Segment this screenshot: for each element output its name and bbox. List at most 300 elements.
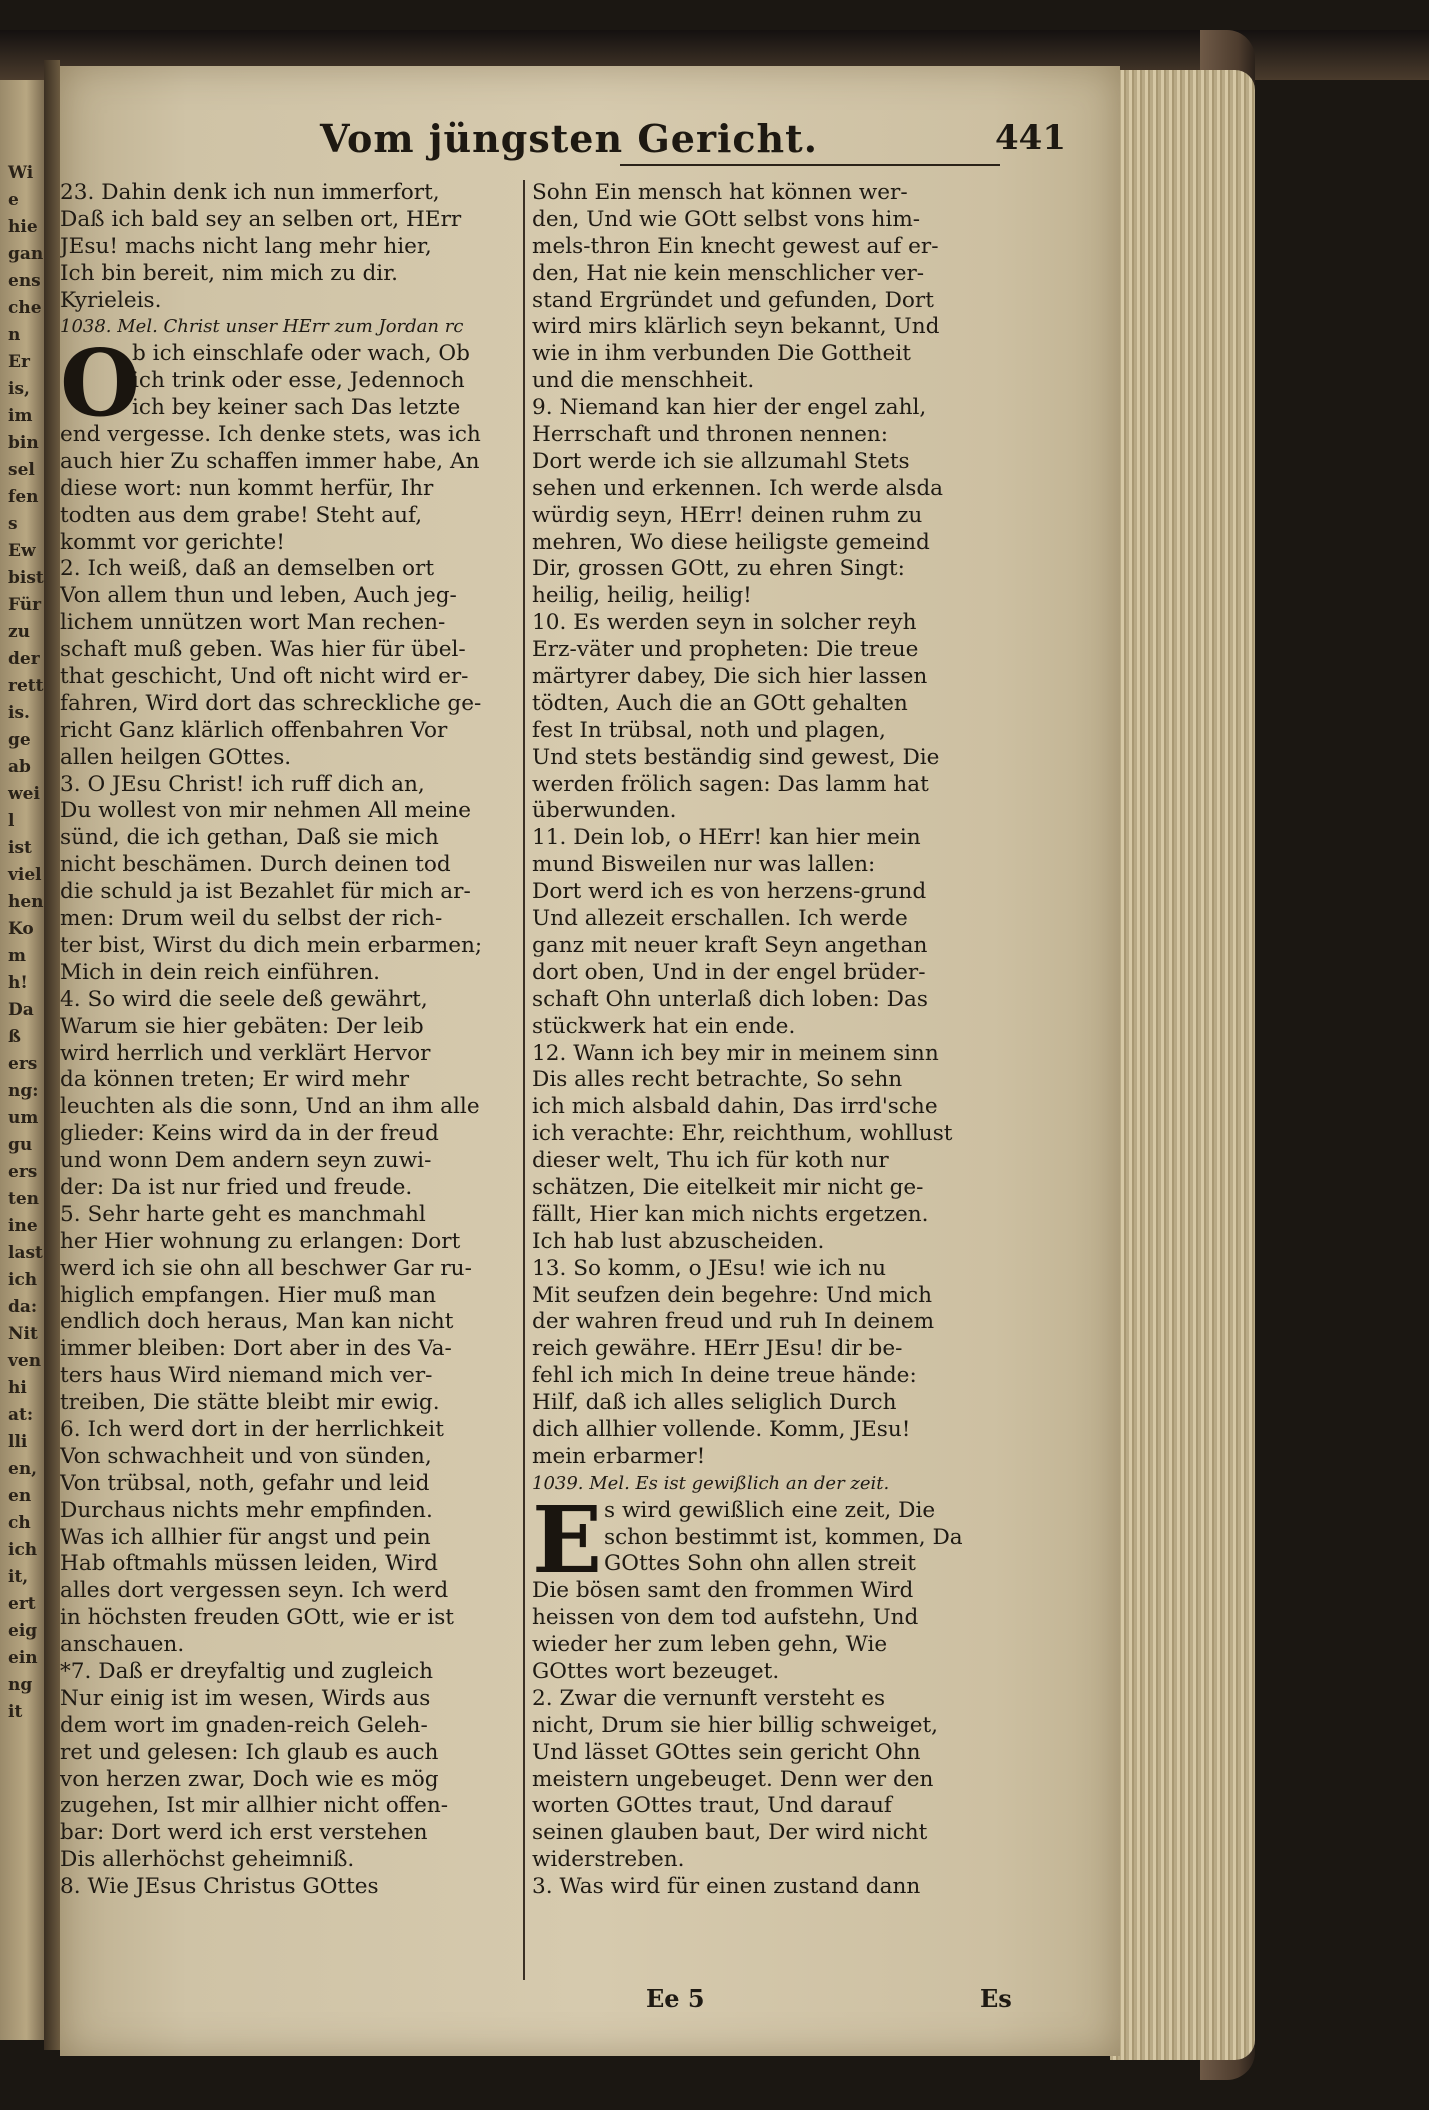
text-line xyxy=(60,1874,540,1901)
text-line xyxy=(60,1525,540,1552)
text-line xyxy=(532,368,1012,395)
text-line xyxy=(532,395,1012,422)
book-page xyxy=(60,66,1120,2056)
page-header xyxy=(60,116,1100,176)
left-page-fragment: ch xyxy=(8,1513,31,1533)
line-text: Von allem thun und leben, Auch jeg- xyxy=(60,583,457,609)
text-line xyxy=(532,852,1012,879)
text-line xyxy=(532,960,1012,987)
line-text: der: Da ist nur fried und freude. xyxy=(60,1174,413,1200)
line-text: worten GOttes traut, Und darauf xyxy=(532,1793,892,1819)
line-text: Was ich allhier für angst und pein xyxy=(60,1524,431,1550)
left-page-fragment: sel xyxy=(8,460,35,480)
line-text: Dis allerhöchst geheimniß. xyxy=(60,1847,355,1873)
text-line xyxy=(532,1632,1012,1659)
line-text: der wahren freud und ruh In deinem xyxy=(532,1309,935,1335)
text-line xyxy=(532,234,1012,261)
line-text: ter bist, Wirst du dich mein erbarmen; xyxy=(60,932,483,958)
line-text: Erz-väter und propheten: Die treue xyxy=(532,637,919,663)
left-page-fragment: it, xyxy=(8,1567,29,1587)
left-page-fragment: Nit xyxy=(8,1324,38,1344)
text-line xyxy=(60,180,540,207)
line-text: 1039. Mel. Es ist gewißlich an der zeit. xyxy=(532,1472,890,1494)
left-page-fragment: en, xyxy=(8,1459,38,1479)
line-text: fällt, Hier kan mich nichts ergetzen. xyxy=(532,1201,929,1227)
text-line xyxy=(532,906,1012,933)
page-stack-edge xyxy=(1110,70,1255,2060)
line-text: reich gewähre. HErr JEsu! dir be- xyxy=(532,1336,903,1362)
line-text: dieser welt, Thu ich für koth nur xyxy=(532,1148,889,1174)
line-text: sünd, die ich gethan, Daß sie mich xyxy=(60,825,439,851)
text-line xyxy=(60,288,540,315)
left-page-fragment: chen xyxy=(8,298,42,345)
line-text: da können treten; Er wird mehr xyxy=(60,1067,410,1093)
left-page-fragment: ist xyxy=(8,838,32,858)
line-text: in höchsten freuden GOtt, wie er ist xyxy=(60,1605,454,1631)
line-text: endlich doch heraus, Man kan nicht xyxy=(60,1309,454,1335)
line-text: leuchten als die sonn, Und an ihm alle xyxy=(60,1094,480,1120)
text-line xyxy=(532,1740,1012,1767)
text-line xyxy=(60,1309,540,1336)
text-line xyxy=(532,933,1012,960)
left-page-fragment: im xyxy=(8,406,33,426)
left-page-fragment: rett xyxy=(8,676,44,696)
line-text: Durchaus nichts mehr empfinden. xyxy=(60,1497,433,1523)
line-text: *7. Daß er dreyfaltig und zugleich xyxy=(60,1658,434,1684)
text-line xyxy=(532,1874,1012,1901)
text-line xyxy=(532,1094,1012,1121)
line-text: auch hier Zu schaffen immer habe, An xyxy=(60,448,480,474)
line-text: Die bösen samt den frommen Wird xyxy=(532,1578,914,1604)
text-line xyxy=(532,1605,1012,1632)
text-line xyxy=(532,530,1012,557)
text-line xyxy=(60,691,540,718)
line-text: todten aus dem grabe! Steht auf, xyxy=(60,502,423,528)
text-line xyxy=(60,261,540,288)
line-text: fehl ich mich In deine treue hände: xyxy=(532,1363,917,1389)
text-line xyxy=(532,341,1012,368)
line-text: sehen und erkennen. Ich werde alsda xyxy=(532,475,944,501)
left-page-fragment: der xyxy=(8,649,40,669)
text-line xyxy=(60,556,540,583)
line-text: heilig, heilig, heilig! xyxy=(532,583,752,609)
line-text: dort oben, Und in der engel brüder- xyxy=(532,959,926,985)
line-text: ich verachte: Ehr, reichthum, wohllust xyxy=(532,1121,953,1147)
text-line xyxy=(60,1363,540,1390)
text-line xyxy=(60,1417,540,1444)
left-page-fragment: Wie xyxy=(8,163,34,210)
line-text: dem wort im gnaden-reich Geleh- xyxy=(60,1712,428,1738)
hymn-melody-line xyxy=(532,1471,1012,1498)
text-line xyxy=(60,825,540,852)
text-line xyxy=(532,583,1012,610)
line-text: 11. Dein lob, o HErr! kan hier mein xyxy=(532,825,921,851)
text-line xyxy=(60,1256,540,1283)
line-text: seinen glauben baut, Der wird nicht xyxy=(532,1820,928,1846)
text-line xyxy=(60,1740,540,1767)
left-page-fragment: Er xyxy=(8,352,30,372)
line-text: Herrschaft und thronen nennen: xyxy=(532,422,889,448)
line-text: Dis alles recht betrachte, So sehn xyxy=(532,1067,903,1093)
line-text: dich allhier vollende. Komm, JEsu! xyxy=(532,1416,911,1442)
line-text: alles dort vergessen seyn. Ich werd xyxy=(60,1578,449,1604)
left-page-fragment: Daß xyxy=(8,1000,34,1047)
left-page-fragment: last xyxy=(8,1243,43,1263)
line-text: immer bleiben: Dort aber in des Va- xyxy=(60,1336,452,1362)
left-page-fragment: en xyxy=(8,1486,32,1506)
text-line xyxy=(60,610,540,637)
line-text: GOttes Sohn ohn allen streit xyxy=(604,1551,916,1577)
line-text: Warum sie hier gebäten: Der leib xyxy=(60,1013,424,1039)
line-text: überwunden. xyxy=(532,798,677,824)
running-head: Vom jüngsten Gericht. xyxy=(320,116,818,161)
line-text: bar: Dort werd ich erst verstehen xyxy=(60,1820,428,1846)
text-line xyxy=(532,1390,1012,1417)
left-page-fragments xyxy=(0,80,44,1726)
left-page-fragment: ers xyxy=(8,1162,38,1182)
line-text: mund Bisweilen nur was lallen: xyxy=(532,852,876,878)
text-line xyxy=(532,1847,1012,1874)
line-text: nicht beschämen. Durch deinen tod xyxy=(60,852,451,878)
line-text: anschauen. xyxy=(60,1632,185,1658)
left-page-fragment: hi xyxy=(8,1378,27,1398)
left-page-fragment: is, xyxy=(8,379,30,399)
text-line xyxy=(60,1471,540,1498)
line-text: Dir, grossen GOtt, zu ehren Singt: xyxy=(532,556,905,582)
text-line xyxy=(532,1175,1012,1202)
text-line xyxy=(60,1632,540,1659)
line-text: schaft muß geben. Was hier für übel- xyxy=(60,637,466,663)
line-text: b ich einschlafe oder wach, Ob xyxy=(132,341,470,367)
left-page-fragment: zu xyxy=(8,622,31,642)
line-text: Hilf, daß ich alles seliglich Durch xyxy=(532,1390,897,1416)
text-line xyxy=(532,1713,1012,1740)
text-line xyxy=(532,1767,1012,1794)
text-line xyxy=(60,1820,540,1847)
line-text: schaft Ohn unterlaß dich loben: Das xyxy=(532,986,928,1012)
left-page-fragment: viel xyxy=(8,865,42,885)
line-text: Du wollest von mir nehmen All meine xyxy=(60,798,472,824)
line-text: würdig seyn, HErr! deinen ruhm zu xyxy=(532,502,923,528)
text-line xyxy=(60,1767,540,1794)
line-text: GOttes wort bezeuget. xyxy=(532,1658,780,1684)
text-line xyxy=(60,1202,540,1229)
text-line xyxy=(60,745,540,772)
text-line xyxy=(60,476,540,503)
left-page-fragment: ten xyxy=(8,1189,40,1209)
line-text: treiben, Die stätte bleibt mir ewig. xyxy=(60,1390,440,1416)
text-line xyxy=(532,1148,1012,1175)
line-text: 6. Ich werd dort in der herrlichkeit xyxy=(60,1416,444,1442)
text-line xyxy=(60,772,540,799)
left-page-fragment: ng: xyxy=(8,1081,39,1101)
text-line xyxy=(532,288,1012,315)
line-text: glieder: Keins wird da in der freud xyxy=(60,1121,439,1147)
line-text: Mich in dein reich einführen. xyxy=(60,959,380,985)
line-text: widerstreben. xyxy=(532,1847,685,1873)
text-line xyxy=(60,987,540,1014)
drop-cap: E xyxy=(532,1485,603,1594)
text-line xyxy=(532,422,1012,449)
text-line xyxy=(60,637,540,664)
text-line xyxy=(532,1820,1012,1847)
text-line xyxy=(60,1847,540,1874)
left-page-fragment: gu xyxy=(8,1135,33,1155)
left-page-fragment: at: xyxy=(8,1405,34,1425)
line-text: werd ich sie ohn all beschwer Gar ru- xyxy=(60,1255,472,1281)
text-line xyxy=(532,1283,1012,1310)
line-text: Und allezeit erschallen. Ich werde xyxy=(532,906,908,932)
line-text: tödten, Auch die an GOtt gehalten xyxy=(532,690,908,716)
line-text: 1038. Mel. Christ unser HErr zum Jordan rc xyxy=(60,316,464,338)
text-line xyxy=(532,476,1012,503)
left-page-fragment: bin xyxy=(8,433,39,453)
text-line xyxy=(532,1444,1012,1471)
text-line xyxy=(532,610,1012,637)
text-line xyxy=(60,1094,540,1121)
text-line xyxy=(60,1659,540,1686)
line-text: ganz mit neuer kraft Seyn angethan xyxy=(532,932,928,958)
left-page-fragment: Für xyxy=(8,595,42,615)
line-text: Und stets beständig sind gewest, Die xyxy=(532,744,940,770)
text-line xyxy=(532,1309,1012,1336)
text-line xyxy=(60,852,540,879)
line-text: fest In trübsal, noth und plagen, xyxy=(532,717,886,743)
text-line xyxy=(60,1175,540,1202)
text-line xyxy=(60,1148,540,1175)
line-text: Mit seufzen dein begehre: Und mich xyxy=(532,1282,933,1308)
drop-cap: O xyxy=(60,329,141,438)
left-page-edge xyxy=(0,80,44,2040)
line-text: 4. So wird die seele deß gewährt, xyxy=(60,986,428,1012)
line-text: Daß ich bald sey an selben ort, HErr xyxy=(60,206,462,232)
text-line xyxy=(532,503,1012,530)
text-line xyxy=(532,1551,1012,1578)
left-page-fragment: h! xyxy=(8,973,28,993)
text-line xyxy=(532,691,1012,718)
text-line xyxy=(532,1686,1012,1713)
text-line xyxy=(532,664,1012,691)
text-line xyxy=(532,207,1012,234)
line-text: schon bestimmt ist, kommen, Da xyxy=(604,1524,963,1550)
line-text: diese wort: nun kommt herfür, Ihr xyxy=(60,475,434,501)
line-text: 3. Was wird für einen zustand dann xyxy=(532,1874,921,1900)
text-line xyxy=(532,1363,1012,1390)
text-line xyxy=(532,1336,1012,1363)
text-line xyxy=(60,1551,540,1578)
left-page-fragment: Ew xyxy=(8,541,36,561)
text-line xyxy=(60,1067,540,1094)
left-page-fragment: ert xyxy=(8,1594,36,1614)
text-line xyxy=(60,1498,540,1525)
line-text: ich mich alsbald dahin, Das irrd'sche xyxy=(532,1094,938,1120)
line-text: wird mirs klärlich seyn bekannt, Und xyxy=(532,314,940,340)
signature-mark: Ee 5 xyxy=(646,1984,705,2013)
text-line xyxy=(532,1578,1012,1605)
line-text: 9. Niemand kan hier der engel zahl, xyxy=(532,395,927,421)
text-line xyxy=(60,879,540,906)
text-line xyxy=(60,1121,540,1148)
text-line xyxy=(60,1578,540,1605)
line-text: stückwerk hat ein ende. xyxy=(532,1013,796,1039)
left-page-fragment: lli xyxy=(8,1432,28,1452)
text-line xyxy=(60,1686,540,1713)
line-text: 2. Ich weiß, daß an demselben ort xyxy=(60,556,435,582)
text-line xyxy=(60,530,540,557)
line-text: lichem unnützen wort Man rechen- xyxy=(60,610,446,636)
text-line xyxy=(532,1417,1012,1444)
line-text: end vergesse. Ich denke stets, was ich xyxy=(60,422,481,448)
line-text: meistern ungebeuget. Denn wer den xyxy=(532,1766,934,1792)
line-text: nicht, Drum sie hier billig schweiget, xyxy=(532,1712,939,1738)
left-page-fragment: ng xyxy=(8,1675,33,1695)
text-line xyxy=(532,261,1012,288)
line-text: Und lässet GOttes sein gericht Ohn xyxy=(532,1739,921,1765)
line-text: 5. Sehr harte geht es manchmahl xyxy=(60,1201,426,1227)
line-text: den, Hat nie kein menschlicher ver- xyxy=(532,260,925,286)
line-text: ret und gelesen: Ich glaub es auch xyxy=(60,1739,439,1765)
text-line xyxy=(60,1605,540,1632)
left-page-fragment: eig xyxy=(8,1621,38,1641)
left-page-fragment: um xyxy=(8,1108,39,1128)
left-page-fragment: ers xyxy=(8,1054,38,1074)
text-line xyxy=(60,1444,540,1471)
line-text: werden frölich sagen: Das lamm hat xyxy=(532,771,929,797)
text-line xyxy=(60,1283,540,1310)
left-page-fragment: is. xyxy=(8,703,30,723)
text-line xyxy=(532,314,1012,341)
text-line xyxy=(60,960,540,987)
line-text: und die menschheit. xyxy=(532,368,755,394)
line-text: fahren, Wird dort das schreckliche ge- xyxy=(60,690,482,716)
left-page-fragment: bist xyxy=(8,568,44,588)
text-line xyxy=(60,1713,540,1740)
page-number: 441 xyxy=(995,118,1066,158)
text-line xyxy=(60,664,540,691)
left-page-fragment: weil xyxy=(8,784,40,831)
text-line xyxy=(60,1229,540,1256)
line-text: 23. Dahin denk ich nun immerfort, xyxy=(60,180,440,205)
line-text: wird herrlich und verklärt Hervor xyxy=(60,1040,431,1066)
text-line xyxy=(60,207,540,234)
text-line xyxy=(532,637,1012,664)
line-text: 2. Zwar die vernunft versteht es xyxy=(532,1685,886,1711)
text-line xyxy=(60,234,540,261)
left-page-fragment: ens xyxy=(8,271,41,291)
line-text: und wonn Dem andern seyn zuwi- xyxy=(60,1148,432,1174)
column-divider xyxy=(523,180,525,1980)
line-text: von herzen zwar, Doch wie es mög xyxy=(60,1766,439,1792)
line-text: men: Drum weil du selbst der rich- xyxy=(60,906,443,932)
line-text: her Hier wohnung zu erlangen: Dort xyxy=(60,1228,461,1254)
text-line xyxy=(532,1659,1012,1686)
text-line xyxy=(532,180,1012,207)
line-text: die schuld ja ist Bezahlet für mich ar- xyxy=(60,879,471,905)
text-line xyxy=(532,825,1012,852)
text-line xyxy=(532,1202,1012,1229)
left-page-fragment: hie xyxy=(8,217,38,237)
text-line xyxy=(60,583,540,610)
line-text: allen heilgen GOttes. xyxy=(60,744,292,770)
line-text: Ich hab lust abzuscheiden. xyxy=(532,1228,825,1254)
left-page-fragment: ge xyxy=(8,730,31,750)
left-page-fragment: fens xyxy=(8,487,39,534)
book-gutter xyxy=(44,60,60,2050)
text-line xyxy=(532,987,1012,1014)
text-line xyxy=(532,772,1012,799)
text-line xyxy=(532,1121,1012,1148)
left-page-fragment: ein xyxy=(8,1648,38,1668)
left-page-fragment: it xyxy=(8,1702,23,1722)
line-text: s wird gewißlich eine zeit, Die xyxy=(604,1497,936,1523)
line-text: Kyrieleis. xyxy=(60,287,162,313)
line-text: schätzen, Die eitelkeit mir nicht ge- xyxy=(532,1174,924,1200)
header-rule xyxy=(620,164,1000,166)
text-line xyxy=(60,1336,540,1363)
left-page-fragment: hen xyxy=(8,892,44,912)
left-page-fragment: ich xyxy=(8,1270,38,1290)
text-line xyxy=(532,1014,1012,1041)
line-text: ich trink oder esse, Jedennoch xyxy=(132,368,465,394)
text-line xyxy=(532,449,1012,476)
line-text: Von trübsal, noth, gefahr und leid xyxy=(60,1470,430,1496)
text-line xyxy=(532,718,1012,745)
text-line xyxy=(532,879,1012,906)
left-page-fragment: ine xyxy=(8,1216,38,1236)
line-text: märtyrer dabey, Die sich hier lassen xyxy=(532,664,928,690)
left-page-fragment: ab xyxy=(8,757,31,777)
line-text: Hab oftmahls müssen leiden, Wird xyxy=(60,1551,438,1577)
text-line xyxy=(532,798,1012,825)
left-page-fragment: Kom xyxy=(8,919,34,966)
text-line xyxy=(532,1793,1012,1820)
line-text: 13. So komm, o JEsu! wie ich nu xyxy=(532,1255,887,1281)
text-line xyxy=(60,906,540,933)
text-line xyxy=(60,718,540,745)
line-text: den, Und wie GOtt selbst vons him- xyxy=(532,206,921,232)
left-page-fragment: ven xyxy=(8,1351,42,1371)
text-line xyxy=(532,1525,1012,1552)
line-text: mels-thron Ein knecht gewest auf er- xyxy=(532,233,939,259)
line-text: mehren, Wo diese heiligste gemeind xyxy=(532,529,930,555)
text-line xyxy=(60,1390,540,1417)
line-text: ters haus Wird niemand mich ver- xyxy=(60,1363,433,1389)
catchword: Es xyxy=(980,1984,1012,2013)
line-text: kommt vor gerichte! xyxy=(60,529,285,555)
line-text: stand Ergründet und gefunden, Dort xyxy=(532,287,934,313)
line-text: JEsu! machs nicht lang mehr hier, xyxy=(60,233,432,259)
text-line xyxy=(60,503,540,530)
text-line xyxy=(60,1041,540,1068)
line-text: Ich bin bereit, nim mich zu dir. xyxy=(60,260,399,286)
text-line xyxy=(60,1014,540,1041)
text-line xyxy=(532,1229,1012,1256)
line-text: mein erbarmer! xyxy=(532,1443,706,1469)
text-line xyxy=(532,556,1012,583)
line-text: Nur einig ist im wesen, Wirds aus xyxy=(60,1685,431,1711)
text-line xyxy=(60,1793,540,1820)
text-line xyxy=(60,798,540,825)
line-text: that geschicht, Und oft nicht wird er- xyxy=(60,664,469,690)
text-line xyxy=(532,1041,1012,1068)
text-line xyxy=(60,933,540,960)
line-text: Dort werd ich es von herzens-grund xyxy=(532,879,927,905)
line-text: higlich empfangen. Hier muß man xyxy=(60,1282,437,1308)
text-line xyxy=(532,1067,1012,1094)
line-text: Von schwachheit und von sünden, xyxy=(60,1443,432,1469)
text-line xyxy=(532,1256,1012,1283)
text-line xyxy=(60,449,540,476)
